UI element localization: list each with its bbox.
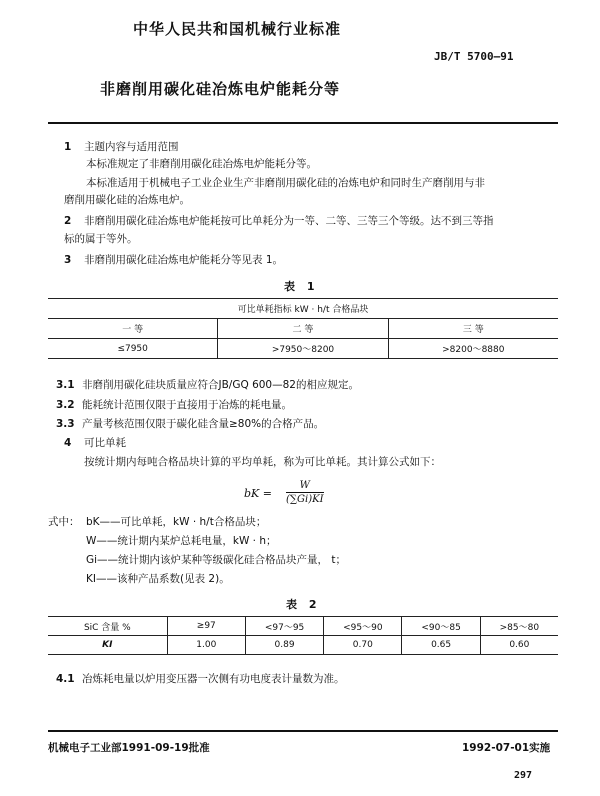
table-2-k-3: 0.70 <box>324 636 402 655</box>
table-2-sic-4: <90～85 <box>402 617 480 636</box>
section-number: 3.1 <box>56 379 75 391</box>
section-2-line-1 <box>64 214 494 228</box>
table-2-row-2-label: KI <box>48 636 167 655</box>
section-4-heading <box>64 436 126 450</box>
section-3-1 <box>56 378 359 392</box>
section-1-heading <box>64 140 179 154</box>
section-text: 非磨削用碳化硅冶炼电炉能耗按可比单耗分为一等、二等、三等三个等级。达不到三等指 <box>84 215 494 227</box>
section-3 <box>64 253 283 267</box>
standard-code: JB/T 5700—91 <box>434 50 514 63</box>
organization-heading: 中华人民共和国机械行业标准 <box>133 20 342 38</box>
table-2-k-1: 1.00 <box>167 636 245 655</box>
section-number: 3 <box>64 254 72 266</box>
table-2-row-1-label: SiC 含量 % <box>48 617 167 636</box>
where-item-3: Gi——统计期内该炉某种等级碳化硅合格品块产量， t； <box>86 554 347 566</box>
formula-denominator: (∑Gi)KI <box>286 494 324 505</box>
table-1-grade-2: 二 等 <box>218 319 388 339</box>
section-4-1 <box>56 672 345 686</box>
document-title: 非磨削用碳化硅冶炼电炉能耗分等 <box>100 80 341 98</box>
table-2 <box>48 616 558 655</box>
section-number: 4 <box>64 437 72 449</box>
section-text: 冶炼耗电量以炉用变压器一次侧有功电度表计量数为准。 <box>82 673 345 685</box>
table-2-caption: 表 2 <box>286 598 321 611</box>
table-2-sic-3: <95～90 <box>324 617 402 636</box>
section-text: 产量考核范围仅限于碳化硅含量≥80%的合格产品。 <box>82 418 325 430</box>
header-rule <box>48 122 558 124</box>
section-2-line-2: 标的属于等外。 <box>64 233 138 245</box>
section-3-3 <box>56 417 324 431</box>
section-number: 3.3 <box>56 418 75 430</box>
table-1-value-1: ≤7950 <box>48 339 218 359</box>
table-2-k-2: 0.89 <box>245 636 323 655</box>
section-title: 可比单耗 <box>84 437 126 449</box>
table-1-value-2: >7950～8200 <box>218 339 388 359</box>
table-2-sic-2: <97～95 <box>245 617 323 636</box>
where-item-1: bK——可比单耗，kW · h/t合格品块； <box>86 516 267 528</box>
formula-fraction <box>286 480 324 505</box>
section-number: 2 <box>64 215 72 227</box>
formula-lhs: bK = <box>244 487 272 500</box>
section-1-paragraph-2b: 磨削用碳化硅的冶炼电炉。 <box>64 194 190 206</box>
table-2-k-4: 0.65 <box>402 636 480 655</box>
table-2-sic-5: >85～80 <box>480 617 558 636</box>
section-number: 1 <box>64 141 72 153</box>
section-title: 主题内容与适用范围 <box>84 141 179 153</box>
section-number: 4.1 <box>56 673 75 685</box>
page-number: 297 <box>514 770 533 781</box>
formula-numerator: W <box>286 480 324 493</box>
footer-rule <box>48 730 558 732</box>
section-3-2 <box>56 398 292 412</box>
approval-date: 机械电子工业部1991-09-19批准 <box>48 742 210 754</box>
where-item-4: KI——该种产品系数(见表 2)。 <box>86 573 230 585</box>
section-1-paragraph-1: 本标准规定了非磨削用碳化硅冶炼电炉能耗分等。 <box>86 158 317 170</box>
section-text: 非磨削用碳化硅冶炼电炉能耗分等见表 1。 <box>84 254 284 266</box>
table-1-grade-3: 三 等 <box>388 319 558 339</box>
table-1-caption: 表 1 <box>284 280 319 293</box>
table-1-value-3: >8200～8880 <box>388 339 558 359</box>
where-label: 式中： <box>48 516 80 528</box>
section-text: 非磨削用碳化硅块质量应符合JB/GQ 600—82的相应规定。 <box>82 379 359 391</box>
section-text: 能耗统计范围仅限于直接用于冶炼的耗电量。 <box>82 399 292 411</box>
section-number: 3.2 <box>56 399 75 411</box>
table-1-header: 可比单耗指标 kW · h/t 合格品块 <box>48 299 558 319</box>
table-1 <box>48 298 558 359</box>
effective-date: 1992-07-01实施 <box>462 742 551 754</box>
table-2-k-5: 0.60 <box>480 636 558 655</box>
where-item-2: W——统计期内某炉总耗电量，kW · h； <box>86 535 277 547</box>
section-1-paragraph-2a: 本标准适用于机械电子工业企业生产非磨削用碳化硅的冶炼电炉和同时生产磨削用与非 <box>86 177 485 189</box>
section-4-paragraph: 按统计期内每吨合格品块计算的平均单耗，称为可比单耗。其计算公式如下： <box>84 456 441 468</box>
table-1-grade-1: 一 等 <box>48 319 218 339</box>
table-2-sic-1: ≥97 <box>167 617 245 636</box>
